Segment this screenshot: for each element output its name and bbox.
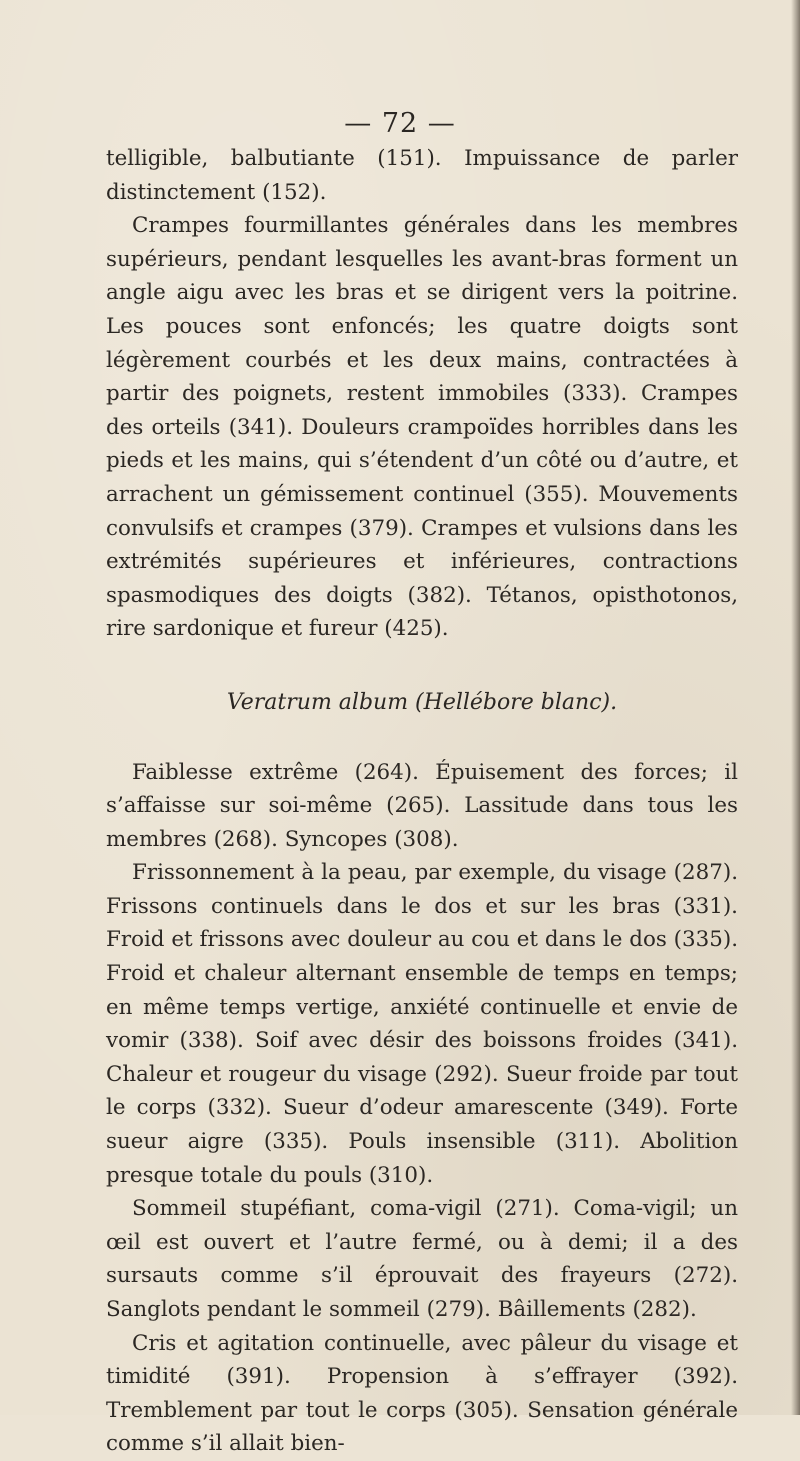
paragraph: Sommeil stupéfiant, coma-vigil (271). Coma-vigil; un œil est ouvert et l’autre fermé, ou à demi; il a des sursauts comme s’il éprouvait des frayeurs (272). Sanglots pendant le sommeil (279). Bâillements (282). [106,1196,738,1322]
page-edge-shadow [791,0,800,1415]
body-text [106,142,738,1461]
paragraph: Faiblesse extrême (264). Épuisement des forces; il s’affaisse sur soi-même (265). Lassitude dans tous les membres (268). Syncopes (308). [106,759,738,852]
paragraph: telligible, balbutiante (151). Impuissance de parler distinctement (152). [106,146,738,205]
paragraph: Crampes fourmillantes générales dans les membres supérieurs, pendant lesquelles les avant-bras forment un angle aigu avec les bras et se dirigent vers la poitrine. Les pouces sont enfoncés; les quatre doigts sont légèrement courbés et les deux mains, contractées à partir des poignets, restent immobiles (333). Crampes des orteils (341). Douleurs crampoïdes horribles dans les pieds et les mains, qui s’étendent d’un côté ou d’autre, et arrachent un gémissement continuel (355). Mouvements convulsifs et crampes (379). Crampes et vulsions dans les extrémités supérieures et inférieures, contractions spasmodiques des doigts (382). Tétanos, opisthotonos, rire sardonique et fureur (425). [106,213,738,642]
page-number: — 72 — [344,108,456,139]
section-heading: Veratrum album (Hellébore blanc). [226,689,618,715]
paragraph: Frissonnement à la peau, par exemple, du visage (287). Frissons continuels dans le dos et sur les bras (331). Froid et frissons avec douleur au cou et dans le dos (335). Froid et chaleur alternant ensemble de temps en temps; en même temps vertige, anxiété continuelle et envie de vomir (338). Soif avec désir des boissons froides (341). Chaleur et rougeur du visage (292). Sueur froide par tout le corps (332). Sueur d’odeur amarescente (349). Forte sueur aigre (335). Pouls insensible (311). Abolition presque totale du pouls (310). [106,860,738,1188]
paragraph: Cris et agitation continuelle, avec pâleur du visage et timidité (391). Propension à s’effrayer (392). Tremblement par tout le corps (305). Sensation générale comme s’il allait bien- [106,1330,738,1457]
